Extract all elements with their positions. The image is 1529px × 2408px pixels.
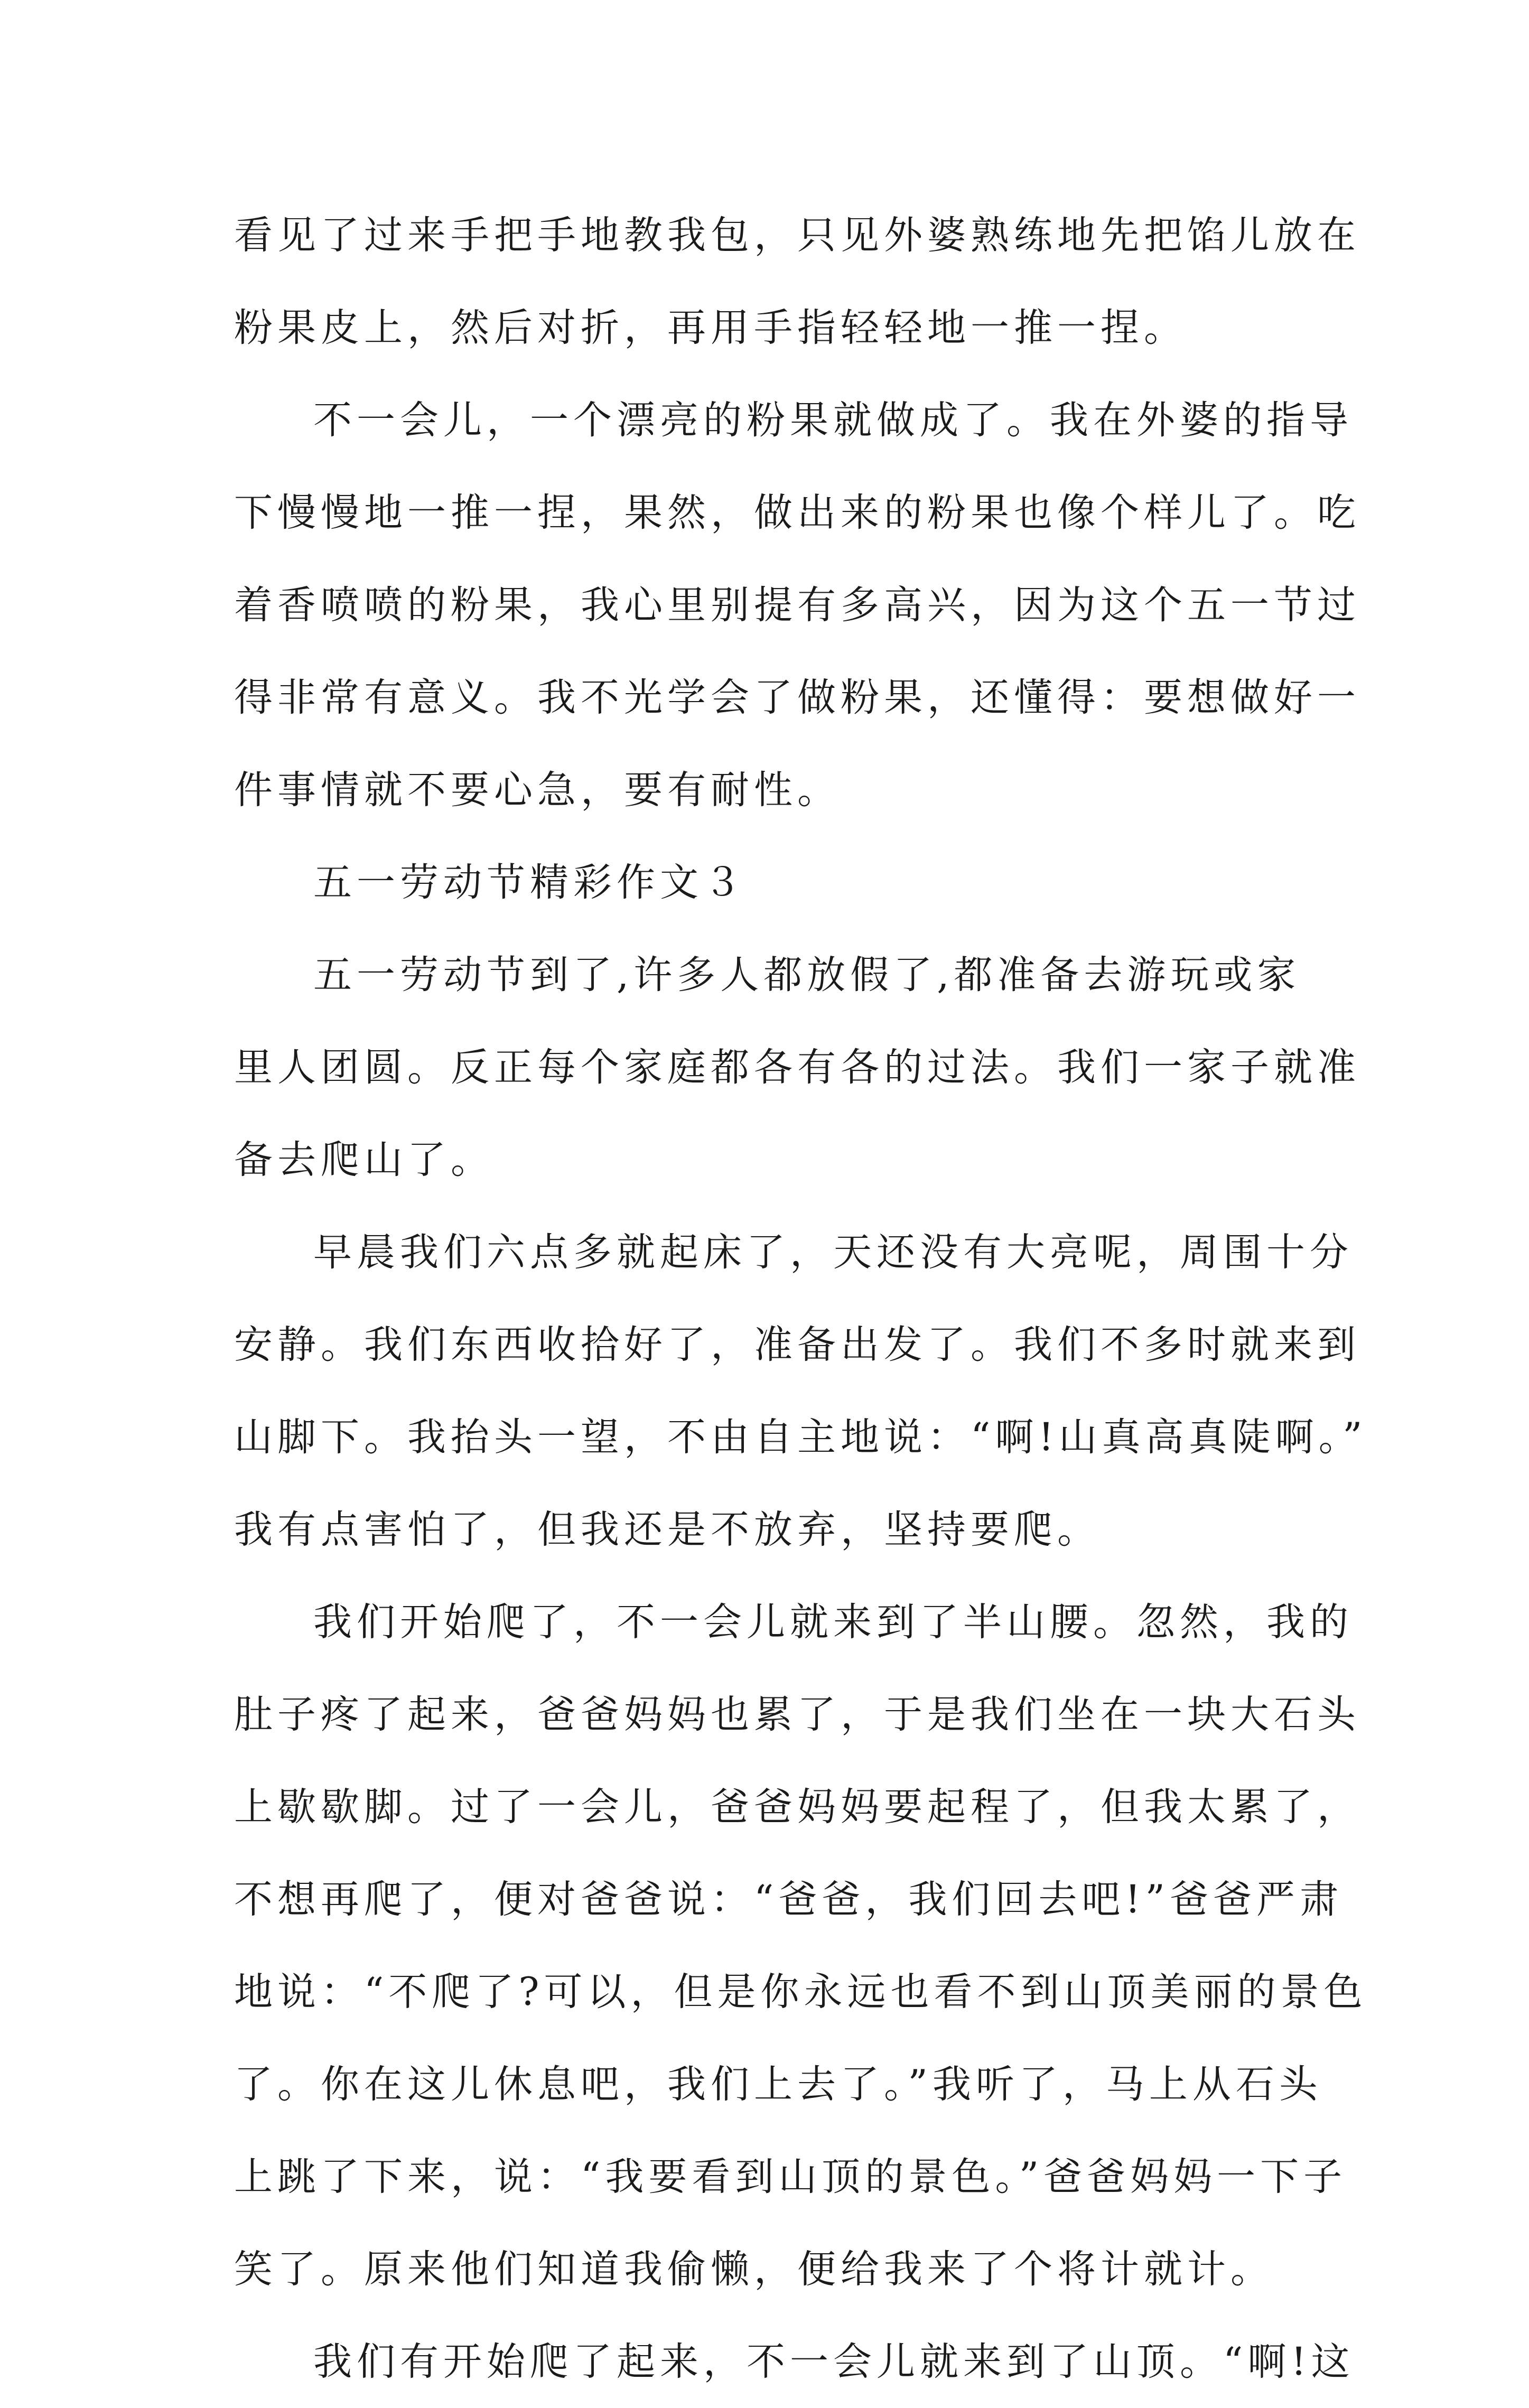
text-line: 笑了。原来他们知道我偷懒，便给我来了个将计就计。 bbox=[234, 2247, 1274, 2292]
text-line: 地说：“不爬了?可以，但是你永远也看不到山顶美丽的景色 bbox=[234, 1970, 1367, 2014]
text-line: 早晨我们六点多就起床了，天还没有大亮呢，周围十分 bbox=[313, 1230, 1353, 1275]
text-line: 件事情就不要心急，要有耐性。 bbox=[234, 768, 841, 813]
text-line: 上跳了下来，说：“我要看到山顶的景色。”爸爸妈妈一下子 bbox=[234, 2154, 1347, 2199]
essay-text bbox=[234, 189, 1367, 2408]
text-line: 备去爬山了。 bbox=[234, 1137, 494, 1182]
text-line: 看见了过来手把手地教我包，只见外婆熟练地先把馅儿放在 bbox=[234, 213, 1360, 258]
text-line: 不一会儿，一个漂亮的粉果就做成了。我在外婆的指导 bbox=[313, 398, 1353, 443]
text-line: 安静。我们东西收拾好了，准备出发了。我们不多时就来到 bbox=[234, 1322, 1360, 1367]
text-line: 了。你在这儿休息吧，我们上去了。”我听了，马上从石头 bbox=[234, 2062, 1322, 2107]
text-line: 我有点害怕了，但我还是不放弃，坚持要爬。 bbox=[234, 1507, 1101, 1552]
text-line: 粉果皮上，然后对折，再用手指轻轻地一推一捏。 bbox=[234, 305, 1187, 350]
text-line: 不想再爬了，便对爸爸说：“爸爸，我们回去吧!”爸爸严肃 bbox=[234, 1877, 1343, 1922]
text-line: 五一劳动节到了,许多人都放假了,都准备去游玩或家 bbox=[313, 953, 1301, 997]
text-line: 里人团圆。反正每个家庭都各有各的过法。我们一家子就准 bbox=[234, 1045, 1360, 1090]
text-line: 我们有开始爬了起来，不一会儿就来到了山顶。“啊!这 bbox=[313, 2339, 1355, 2384]
text-line: 得非常有意义。我不光学会了做粉果，还懂得：要想做好一 bbox=[234, 675, 1360, 720]
text-line: 上歇歇脚。过了一会儿，爸爸妈妈要起程了，但我太累了， bbox=[234, 1785, 1360, 1830]
section-heading: 五一劳动节精彩作文３ bbox=[313, 860, 747, 905]
text-line: 着香喷喷的粉果，我心里别提有多高兴，因为这个五一节过 bbox=[234, 583, 1360, 628]
text-line: 我们开始爬了，不一会儿就来到了半山腰。忽然，我的 bbox=[313, 1600, 1353, 1645]
text-line: 山脚下。我抬头一望，不由自主地说：“啊!山真高真陡啊。” bbox=[234, 1415, 1367, 1460]
text-line: 下慢慢地一推一捏，果然，做出来的粉果也像个样儿了。吃 bbox=[234, 490, 1360, 535]
text-line: 肚子疼了起来，爸爸妈妈也累了，于是我们坐在一块大石头 bbox=[234, 1692, 1360, 1737]
